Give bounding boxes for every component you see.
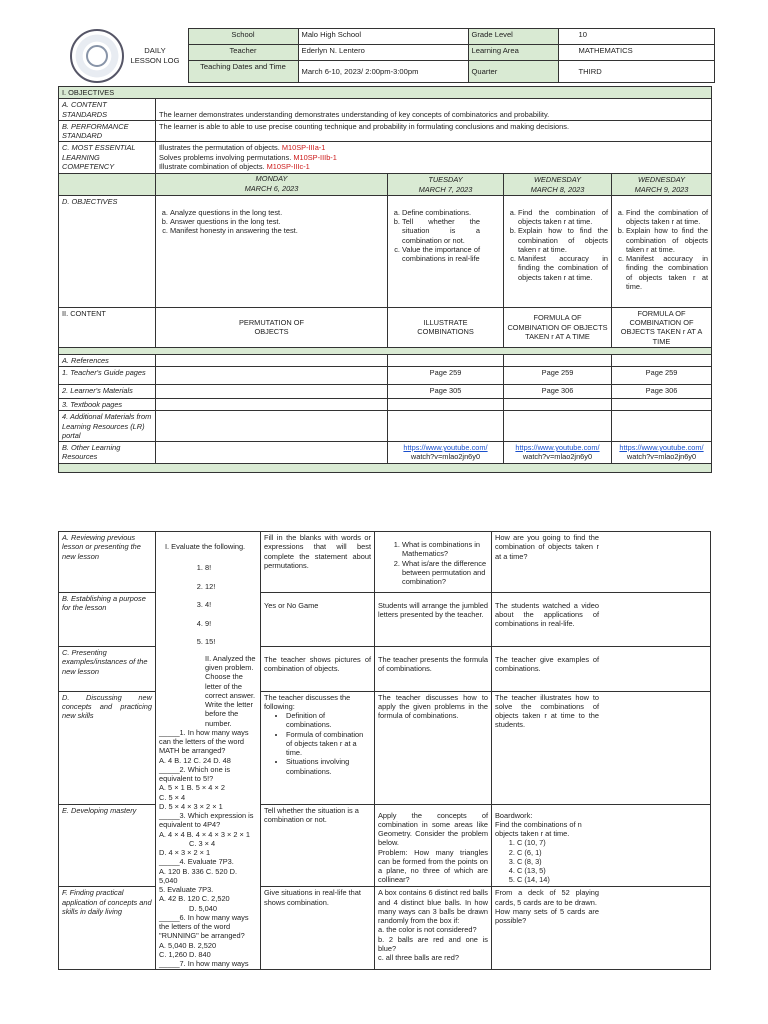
day-header-wednesday: WEDNESDAY MARCH 8, 2023 bbox=[504, 174, 612, 196]
day-header-thursday: WEDNESDAY MARCH 9, 2023 bbox=[612, 174, 712, 196]
objectives-wednesday: a. Find the combination of objects taken r at time. b. Explain how to find the combination of objects taken r at time. c. Manifest accuracy in finding the combination of objects taken r at time. bbox=[504, 195, 612, 307]
header-table bbox=[56, 28, 715, 83]
empty-cell bbox=[388, 411, 504, 442]
empty-cell bbox=[156, 411, 388, 442]
wed-discussing: The teacher discusses how to apply the given problems in the formula of combinations. bbox=[375, 691, 492, 804]
tue-application: Give situations in real-life that shows combination. bbox=[261, 887, 375, 970]
thu-discussing: The teacher illustrates how to solve the combinations of objects taken r at time to the students. bbox=[492, 691, 711, 804]
thu-presenting: The teacher give examples of combinations. bbox=[492, 647, 711, 691]
content-monday: PERMUTATION OF OBJECTS bbox=[156, 307, 388, 347]
review-label: A. Reviewing previous lesson or presenting the new lesson bbox=[59, 532, 156, 593]
procedures-table bbox=[58, 531, 711, 970]
monday-procedures-cell: I. Evaluate the following. 1. 8! 2. 12! 3. 4! 4. 9! 5. 15! II. Analyzed the given problem. Choose the letter of the correct answer. Write the letter before the number. _____1. In how many ways can the letters of the word MATH be arranged? A. 4 B. 12 C. 24 D. 48 _____2. Which one is equivalent to 5!? A. 5 × 1 B. 5 × 4 × 2 C. 5 × 4 D. 5 × 4 × 3 × 2 × 1 _____3. Which expression is equivalent to 4P4? A. 4 × 4 B. 4 × 4 × 3 × 2 × 1 C. 3 × 4 D. 4 × 3 × 2 × 1 _____4. Evaluate 7P3. A. 120 B. 336 C. 520 D. 5,040 5. Evaluate 7P3. A. 42 B. 120 C. 2,520 D. 5,040 _____6. In how many ways the letters of the word "RUNNING" be arranged? A. 5,040 B. 2,520 C. 1,260 D. 840 _____7. In how many ways bbox=[156, 532, 261, 970]
performance-standard-text: The learner is able to able to use precise counting technique and probability in formulating conclusions and making decisions. bbox=[156, 120, 712, 142]
dates-value: March 6-10, 2023/ 2:00pm-3:00pm bbox=[298, 61, 468, 83]
wed-review: 1. What is combinations in Mathematics? 2. What is/are the difference between permutation and combination? bbox=[375, 532, 492, 593]
objectives-thursday: a. Find the combination of objects taken r at time. b. Explain how to find the combination of objects taken r at time. c. Manifest accuracy in finding the combination of objects taken r at time. bbox=[612, 195, 712, 307]
tg-label: 1. Teacher's Guide pages bbox=[59, 367, 156, 385]
wed-application: A box contains 6 distinct red balls and 4 distinct blue balls. In how many ways can 3 balls be drawn randomly from the box if: a. the color is not considered? b. 2 balls are red and one is blue? c. all three balls are red? bbox=[375, 887, 492, 970]
melc-code: M10SP-IIIa-1 bbox=[281, 143, 326, 153]
empty-cell bbox=[156, 442, 388, 464]
application-label: F. Finding practical application of concepts and skills in daily living bbox=[59, 887, 156, 970]
green-footer-band bbox=[59, 463, 712, 472]
lm-tuesday: Page 305 bbox=[388, 385, 504, 399]
discussing-label: D. Discussing new concepts and practicing new skills bbox=[59, 691, 156, 804]
empty-cell bbox=[504, 411, 612, 442]
objectives-tuesday: a. Define combinations. b. Tell whether the situation is a combination or not. c. Value the importance of combinations in real-life bbox=[388, 195, 504, 307]
tue-mastery: Tell whether the situation is a combination or not. bbox=[261, 804, 375, 887]
quarter-label: Quarter bbox=[468, 61, 558, 83]
empty-cell bbox=[156, 399, 388, 411]
thu-purpose: The students watched a video about the applications of combinations in real-life. bbox=[492, 592, 711, 647]
presenting-label: C. Presenting examples/instances of the new lesson bbox=[59, 647, 156, 691]
video-link-wednesday[interactable]: https://www.youtube.com/ watch?v=mlao2jn6y0 bbox=[504, 442, 612, 464]
deped-seal-icon bbox=[70, 29, 124, 83]
melc-item: Illustrate combination of objects. bbox=[159, 161, 265, 171]
am-label: 4. Additional Materials from Learning Resources (LR) portal bbox=[59, 411, 156, 442]
performance-standard-label: B. PERFORMANCE STANDARD bbox=[59, 120, 156, 142]
empty-cell bbox=[388, 399, 504, 411]
content-standards-text: The learner demonstrates understanding demonstrates understanding of key concepts of combinatorics and probability. bbox=[156, 99, 712, 121]
empty-cell bbox=[504, 354, 612, 366]
melc-item: Solves problems involving permutations. bbox=[159, 152, 292, 162]
tue-discussing: The teacher discusses the following: • Definition of combinations. • Formula of combination of objects taken r at a time. • Situations involving combinations. bbox=[261, 691, 375, 804]
content-wednesday: FORMULA OF COMBINATION OF OBJECTS TAKEN r AT A TIME bbox=[504, 307, 612, 347]
tg-tuesday: Page 259 bbox=[388, 367, 504, 385]
objectives-heading: I. OBJECTIVES bbox=[59, 87, 712, 99]
melc-label: C. MOST ESSENTIAL LEARNING COMPETENCY bbox=[59, 142, 156, 174]
lm-wednesday: Page 306 bbox=[504, 385, 612, 399]
tb-label: 3. Textbook pages bbox=[59, 399, 156, 411]
school-value: Malo High School bbox=[298, 29, 468, 45]
content-label: II. CONTENT bbox=[59, 307, 156, 347]
tue-presenting: The teacher shows pictures of combination of objects. bbox=[261, 647, 375, 691]
tue-purpose: Yes or No Game bbox=[261, 592, 375, 647]
quarter-value: THIRD bbox=[558, 61, 714, 83]
green-divider bbox=[59, 347, 712, 354]
teacher-label: Teacher bbox=[188, 45, 298, 61]
teacher-value: Ederlyn N. Lentero bbox=[298, 45, 468, 61]
tg-wednesday: Page 259 bbox=[504, 367, 612, 385]
thu-review: How are you going to find the combination of objects taken r at a time? bbox=[492, 532, 711, 593]
thu-mastery: Boardwork: Find the combinations of n objects taken r at time. 1. C (10, 7) 2. C (6, 1) 3. C (8, 3) 4. C (13, 5) 5. C (14, 14) bbox=[492, 804, 711, 887]
other-resources-label: B. Other Learning Resources bbox=[59, 442, 156, 464]
empty-cell bbox=[504, 399, 612, 411]
area-value: MATHEMATICS bbox=[558, 45, 714, 61]
day-header-tuesday: TUESDAY MARCH 7, 2023 bbox=[388, 174, 504, 196]
header-logo-cell bbox=[56, 29, 188, 83]
objectives-table bbox=[58, 86, 712, 473]
content-thursday: FORMULA OF COMBINATION OF OBJECTS TAKEN r AT A TIME bbox=[612, 307, 712, 347]
empty-cell bbox=[612, 411, 712, 442]
dates-label: Teaching Dates and Time bbox=[188, 61, 298, 83]
objectives-monday: a. Analyze questions in the long test. b. Answer questions in the long test. c. Manifest honesty in answering the test. bbox=[156, 195, 388, 307]
empty-cell bbox=[156, 367, 388, 385]
melc-code: M10SP-IIIb-1 bbox=[293, 152, 337, 162]
d-objectives-label: D. OBJECTIVES bbox=[59, 195, 156, 307]
melc-list bbox=[156, 142, 712, 174]
content-standards-label: A. CONTENT STANDARDS bbox=[59, 99, 156, 121]
melc-item: Illustrates the permutation of objects. bbox=[159, 143, 280, 153]
melc-code: M10SP-IIIc-1 bbox=[266, 161, 310, 171]
grade-value: 10 bbox=[558, 29, 714, 45]
day-header-monday: MONDAY MARCH 6, 2023 bbox=[156, 174, 388, 196]
wed-purpose: Students will arrange the jumbled letters presented by the teacher. bbox=[375, 592, 492, 647]
thu-application: From a deck of 52 playing cards, 5 cards are to be drawn. How many sets of 5 cards are possible? bbox=[492, 887, 711, 970]
lm-label: 2. Learner's Materials bbox=[59, 385, 156, 399]
content-tuesday: ILLUSTRATE COMBINATIONS bbox=[388, 307, 504, 347]
empty-cell bbox=[156, 385, 388, 399]
header-title: DAILY LESSON LOG bbox=[130, 46, 180, 65]
tg-thursday: Page 259 bbox=[612, 367, 712, 385]
wed-presenting: The teacher presents the formula of combinations. bbox=[375, 647, 492, 691]
tue-review: Fill in the blanks with words or expressions that will best complete the statement about permutations. bbox=[261, 532, 375, 593]
wed-mastery: Apply the concepts of combination in some areas like Geometry. Consider the problem below. Problem: How many triangles can be formed from the points on a plane, no three of which are collinear? bbox=[375, 804, 492, 887]
empty-cell bbox=[612, 354, 712, 366]
school-label: School bbox=[188, 29, 298, 45]
video-link-tuesday[interactable]: https://www.youtube.com/ watch?v=mlao2jn6y0 bbox=[388, 442, 504, 464]
empty-cell bbox=[156, 354, 388, 366]
mon-part-i: I. Evaluate the following. bbox=[165, 542, 246, 551]
video-link-thursday[interactable]: https://www.youtube.com/ watch?v=mlao2jn6y0 bbox=[612, 442, 712, 464]
mon-part-ii: II. Analyzed the given problem. Choose the letter of the correct answer. Write the letter before the number. bbox=[205, 653, 256, 728]
day-header-blank bbox=[59, 174, 156, 196]
lm-thursday: Page 306 bbox=[612, 385, 712, 399]
empty-cell bbox=[388, 354, 504, 366]
area-label: Learning Area bbox=[468, 45, 558, 61]
references-label: A. References bbox=[59, 354, 156, 366]
grade-label: Grade Level bbox=[468, 29, 558, 45]
empty-cell bbox=[612, 399, 712, 411]
mastery-label: E. Developing mastery bbox=[59, 804, 156, 887]
purpose-label: B. Establishing a purpose for the lesson bbox=[59, 592, 156, 647]
